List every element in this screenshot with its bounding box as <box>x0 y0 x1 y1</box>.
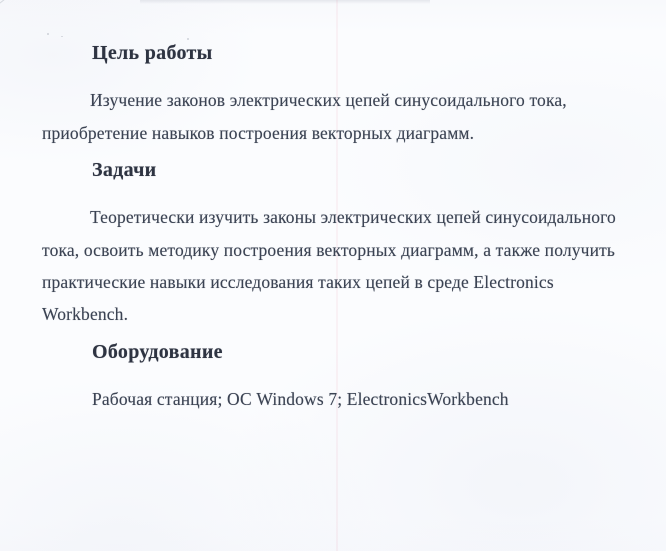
scan-speck <box>187 38 189 40</box>
tasks-paragraph-line: тока, освоить методику построения векторных диаграмм, а также получить <box>42 240 616 260</box>
section-heading-tasks: Задачи <box>92 159 157 181</box>
tasks-paragraph-line: практические навыки исследования таких цепей в среде Electronics <box>42 272 554 292</box>
scan-speck <box>47 33 49 35</box>
tasks-paragraph-line: Workbench. <box>42 304 129 324</box>
section-heading-goal: Цель работы <box>92 42 213 64</box>
equipment-line: Рабочая станция; ОС Windows 7; ElectronicsWorkbench <box>92 389 509 409</box>
scan-top-smudge <box>140 0 430 4</box>
scan-speck <box>61 36 63 37</box>
scan-corner-mark <box>0 0 13 20</box>
tasks-paragraph-line: Теоретически изучить законы электрических цепей синусоидального <box>90 207 616 227</box>
goal-paragraph-line: Изучение законов электрических цепей синусоидального тока, <box>90 90 567 110</box>
section-heading-equipment: Оборудование <box>92 341 223 363</box>
goal-paragraph-line: приобретение навыков построения векторных диаграмм. <box>42 123 475 143</box>
